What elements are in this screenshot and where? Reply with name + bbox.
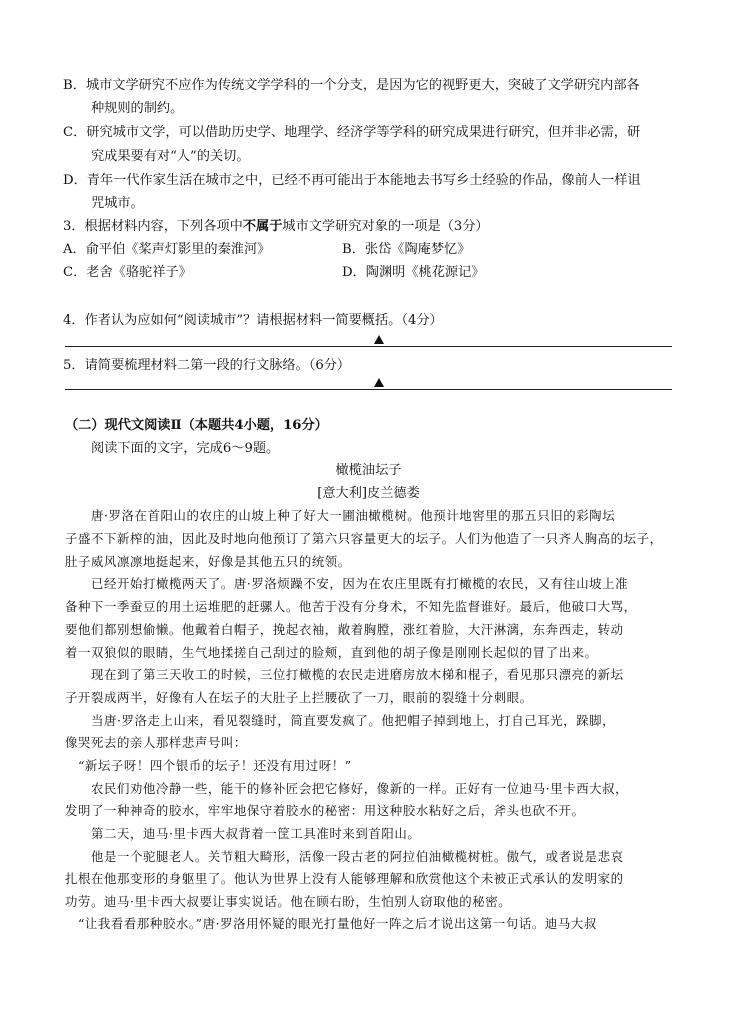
q3-option-b: B．张岱《陶庵梦忆》 (342, 242, 471, 257)
q2-option-b-line2: 种规则的制约。 (91, 101, 184, 116)
q4-answer-triangle-icon (374, 335, 384, 344)
story-line: 农民们劝他冷静一些，能干的修补匠会把它修好，像新的一样。正好有一位迪马·里卡西大叔， (91, 781, 629, 796)
story-line: 扎根在他那变形的身躯里了。他认为世界上没有人能够理解和欣赏他这个未被正式承认的发明家的 (65, 871, 624, 886)
q2-option-c-line2: 究成果要有对“人”的关切。 (91, 149, 250, 164)
story-line: 功劳。迪马·里卡西大叔要让事实说话。他在顾右盼，生怕别人窃取他的秘密。 (65, 894, 512, 909)
story-line: 备种下一季蚕豆的用土运堆肥的赶骡人。他苦于没有分身术，不知先监督谁好。最后，他破口大骂， (65, 599, 637, 614)
q3-stem: 3．根据材料内容，下列各项中不属于城市文学研究对象的一项是（3分） (63, 219, 489, 234)
story-line: 当唐·罗洛走上山来，看见裂缝时，简直要发疯了。他把帽子掉到地上，打自己耳光，跺脚， (91, 713, 616, 728)
q5-answer-line (65, 389, 672, 390)
story-line: 子开裂成两半，好像有人在坛子的大肚子上拦腰砍了一刀，眼前的裂缝十分刺眼。 (65, 690, 533, 705)
q2-option-c-line1: C．研究城市文学，可以借助历史学、地理学、经济学等学科的研究成果进行研究，但并非必需，研 (63, 125, 641, 140)
story-author: [意大利]皮兰德娄 (317, 486, 420, 501)
story-line: 着一双狼似的眼睛，生气地揉搓自己刮过的脸颊，直到他的胡子像是刚刚长起似的冒了出来。 (65, 645, 598, 660)
story-line: 现在到了第三天收工的时候，三位打橄榄的农民走进磨房放木梯和棍子，看见那只漂亮的新坛 (91, 667, 624, 682)
q5-stem: 5．请简要梳理材料二第一段的行文脉络。（6分） (63, 358, 351, 373)
q2-option-b-line1: B．城市文学研究不应作为传统文学学科的一个分支，是因为它的视野更大，突破了文学研究内部各 (63, 78, 640, 93)
q5-answer-triangle-icon (374, 378, 384, 387)
story-line: 要他们都别想偷懒。他戴着白帽子，挽起衣袖，敞着胸膛，涨红着脸，大汗淋漓，东奔西走，转动 (65, 622, 624, 637)
story-line: 他是一个驼腿老人。关节粗大畸形，活像一段古老的阿拉伯油橄榄树桩。傲气，或者说是悲哀 (91, 849, 624, 864)
story-line: 已经开始打橄榄两天了。唐·罗洛烦躁不安，因为在农庄里既有打橄榄的农民，又有往山坡上准 (91, 576, 629, 591)
story-line: “让我看看那种胶水。”唐·罗洛用怀疑的眼光打量他好一阵之后才说出这第一句话。迪马大叔 (78, 916, 597, 931)
story-line: 肚子威风凛凛地挺起来，好像是其他五只的统领。 (65, 554, 351, 569)
q3-option-c: C．老舍《骆驼祥子》 (63, 265, 192, 280)
story-title: 橄榄油坛子 (335, 463, 402, 478)
story-line: 第二天，迪马·里卡西大叔背着一筐工具准时来到首阳山。 (91, 826, 421, 841)
story-line: 像哭死去的亲人那样悲声号叫： (65, 735, 247, 750)
q2-option-d-line2: 咒城市。 (91, 196, 144, 211)
story-line: 唐·罗洛在首阳山的农庄的山坡上种了好大一圃油橄榄树。他预计地窖里的那五只旧的彩陶坛 (91, 508, 616, 523)
q4-stem: 4．作者认为应如何“阅读城市”？请根据材料一简要概括。（4分） (63, 313, 443, 328)
q4-answer-line (65, 346, 672, 347)
q3-option-a: A．俞平伯《桨声灯影里的秦淮河》 (63, 242, 271, 257)
story-line: 发明了一种神奇的胶水，牢牢地保守着胶水的秘密：用这种胶水粘好之后，斧头也砍不开。 (65, 803, 585, 818)
section-instruction: 阅读下面的文字，完成6～9题。 (91, 441, 280, 456)
story-line: “新坛子呀！四个银币的坛子！还没有用过呀！” (78, 758, 352, 773)
section-heading: （二）现代文阅读Ⅱ（本题共4小题，16分） (65, 418, 328, 433)
q3-option-d: D．陶渊明《桃花源记》 (342, 265, 485, 280)
q2-option-d-line1: D．青年一代作家生活在城市之中，已经不再可能出于本能地去书写乡土经验的作品，像前人一样诅 (63, 173, 641, 188)
story-line: 子盛不下新榨的油，因此及时地向他预订了第六只容量更大的坛子。人们为他造了一只齐人胸高的坛子， (65, 531, 663, 546)
